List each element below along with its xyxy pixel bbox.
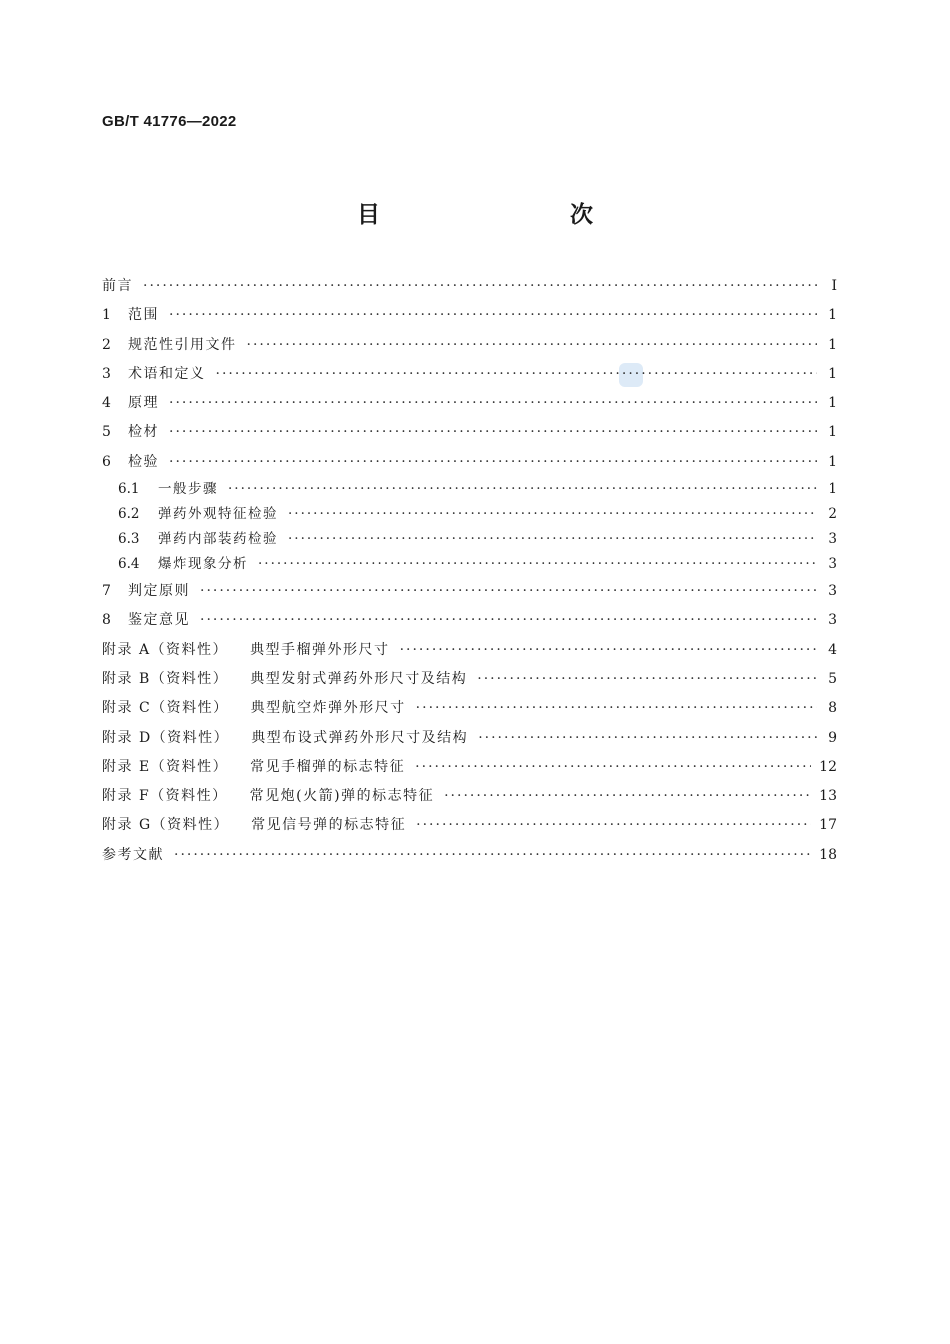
toc-entry[interactable] [102, 301, 837, 330]
standard-number: GB/T 41776—2022 [102, 113, 237, 130]
toc-entry-label: 弹药外观特征检验 [158, 506, 278, 523]
toc-entry[interactable] [102, 841, 837, 870]
dot-leader [216, 360, 818, 389]
toc-entry-number: 6.1 [118, 481, 140, 498]
toc-entry-label: 检验 [128, 453, 159, 470]
toc-entry[interactable] [102, 389, 837, 418]
toc-entry-page: 1 [828, 481, 837, 498]
page-title: 目 次 [357, 202, 641, 228]
toc-entry-label: 附录 E（资料性） [102, 758, 229, 775]
toc-entry-label: 爆炸现象分析 [158, 556, 248, 573]
toc-entry-page: 3 [828, 531, 837, 548]
toc-entry-label: 附录 B（资料性） [102, 670, 229, 687]
toc-entry[interactable] [102, 552, 837, 577]
toc-entry-label: 范围 [128, 307, 159, 324]
toc-entry-number: 6.4 [118, 556, 140, 573]
dot-leader [288, 527, 817, 552]
table-of-contents [102, 272, 837, 870]
toc-entry[interactable] [102, 360, 837, 389]
toc-entry-label: 检材 [128, 424, 159, 441]
toc-entry-label: 术语和定义 [128, 365, 206, 382]
toc-entry-subtitle: 典型手榴弹外形尺寸 [250, 641, 390, 658]
toc-entry-page: 1 [828, 307, 837, 324]
toc-entry-number: 6.3 [118, 531, 140, 548]
toc-entry-label: 前言 [102, 278, 133, 294]
toc-entry[interactable] [102, 782, 837, 811]
toc-entry-subtitle: 典型发射式弹药外形尺寸及结构 [250, 670, 468, 687]
toc-entry-page: 1 [828, 424, 837, 441]
dot-leader [200, 606, 817, 635]
toc-entry[interactable] [102, 331, 837, 360]
toc-entry-number: 6.2 [118, 506, 140, 523]
toc-entry-page: 3 [828, 556, 837, 573]
toc-entry-number: 3 [102, 365, 111, 382]
toc-entry-page: 1 [828, 336, 837, 353]
toc-entry-subtitle: 典型布设式弹药外形尺寸及结构 [251, 729, 469, 746]
toc-entry-subtitle: 常见信号弹的标志特征 [251, 817, 407, 834]
dot-leader [169, 418, 817, 447]
dot-leader [169, 301, 817, 330]
toc-entry[interactable] [102, 811, 837, 840]
dot-leader [416, 811, 811, 840]
toc-entry[interactable] [102, 665, 837, 694]
toc-entry[interactable] [102, 724, 837, 753]
dot-leader [169, 389, 817, 418]
dot-leader [228, 477, 817, 502]
toc-entry-label: 附录 D（资料性） [102, 729, 230, 746]
toc-entry-page: 3 [828, 612, 837, 629]
toc-entry-label: 附录 G（资料性） [102, 817, 230, 834]
toc-entry-number: 7 [102, 583, 111, 600]
dot-leader [444, 782, 811, 811]
toc-entry[interactable] [102, 694, 837, 723]
toc-entry-label: 附录 C（资料性） [102, 700, 229, 717]
toc-entry-page: 1 [828, 453, 837, 470]
toc-entry-page: 13 [819, 788, 837, 805]
toc-entry[interactable] [102, 577, 837, 606]
toc-entry-page: 2 [828, 506, 837, 523]
toc-entry-page: 3 [828, 583, 837, 600]
toc-entry-number: 4 [102, 395, 111, 412]
toc-entry-page: 8 [828, 700, 837, 717]
toc-entry-page: 17 [819, 817, 837, 834]
toc-entry-number: 8 [102, 612, 111, 629]
dot-leader [415, 753, 811, 782]
toc-entry[interactable] [102, 272, 837, 301]
toc-entry[interactable] [102, 636, 837, 665]
toc-entry-label: 参考文献 [102, 846, 164, 863]
toc-entry-label: 原理 [128, 395, 159, 412]
toc-entry[interactable] [102, 477, 837, 502]
toc-entry-page: 4 [828, 641, 837, 658]
toc-entry-page: 18 [819, 846, 837, 863]
toc-entry-label: 鉴定意见 [128, 612, 190, 629]
dot-leader [400, 636, 817, 665]
toc-entry[interactable] [102, 527, 837, 552]
toc-entry-number: 6 [102, 453, 111, 470]
toc-entry-label: 附录 A（资料性） [102, 641, 229, 658]
toc-entry-label: 弹药内部装药检验 [158, 531, 278, 548]
dot-leader [200, 577, 817, 606]
toc-entry-number: 2 [102, 336, 111, 353]
toc-entry-page: 9 [828, 729, 837, 746]
toc-entry[interactable] [102, 606, 837, 635]
toc-entry-label: 附录 F（资料性） [102, 788, 228, 805]
dot-leader [169, 448, 817, 477]
toc-entry-label: 一般步骤 [158, 481, 218, 498]
toc-entry-page: 1 [828, 395, 837, 412]
toc-entry-subtitle: 常见手榴弹的标志特征 [250, 758, 406, 775]
toc-entry-page: I [831, 278, 837, 294]
dot-leader [416, 694, 817, 723]
toc-entry-page: 5 [828, 670, 837, 687]
toc-entry-subtitle: 典型航空炸弹外形尺寸 [250, 700, 406, 717]
dot-leader [143, 272, 817, 301]
dot-leader [477, 665, 817, 694]
dot-leader [247, 331, 818, 360]
toc-entry-page: 1 [828, 365, 837, 382]
toc-entry[interactable] [102, 448, 837, 477]
dot-leader [174, 841, 811, 870]
toc-entry[interactable] [102, 418, 837, 447]
toc-entry-number: 1 [102, 307, 111, 324]
toc-entry-label: 判定原则 [128, 583, 190, 600]
toc-entry-label: 规范性引用文件 [128, 336, 237, 353]
toc-entry[interactable] [102, 502, 837, 527]
toc-entry-number: 5 [102, 424, 111, 441]
toc-entry-page: 12 [819, 758, 837, 775]
dot-leader [258, 552, 817, 577]
dot-leader [478, 724, 817, 753]
dot-leader [288, 502, 817, 527]
toc-entry[interactable] [102, 753, 837, 782]
toc-entry-subtitle: 常见炮(火箭)弹的标志特征 [249, 788, 435, 805]
